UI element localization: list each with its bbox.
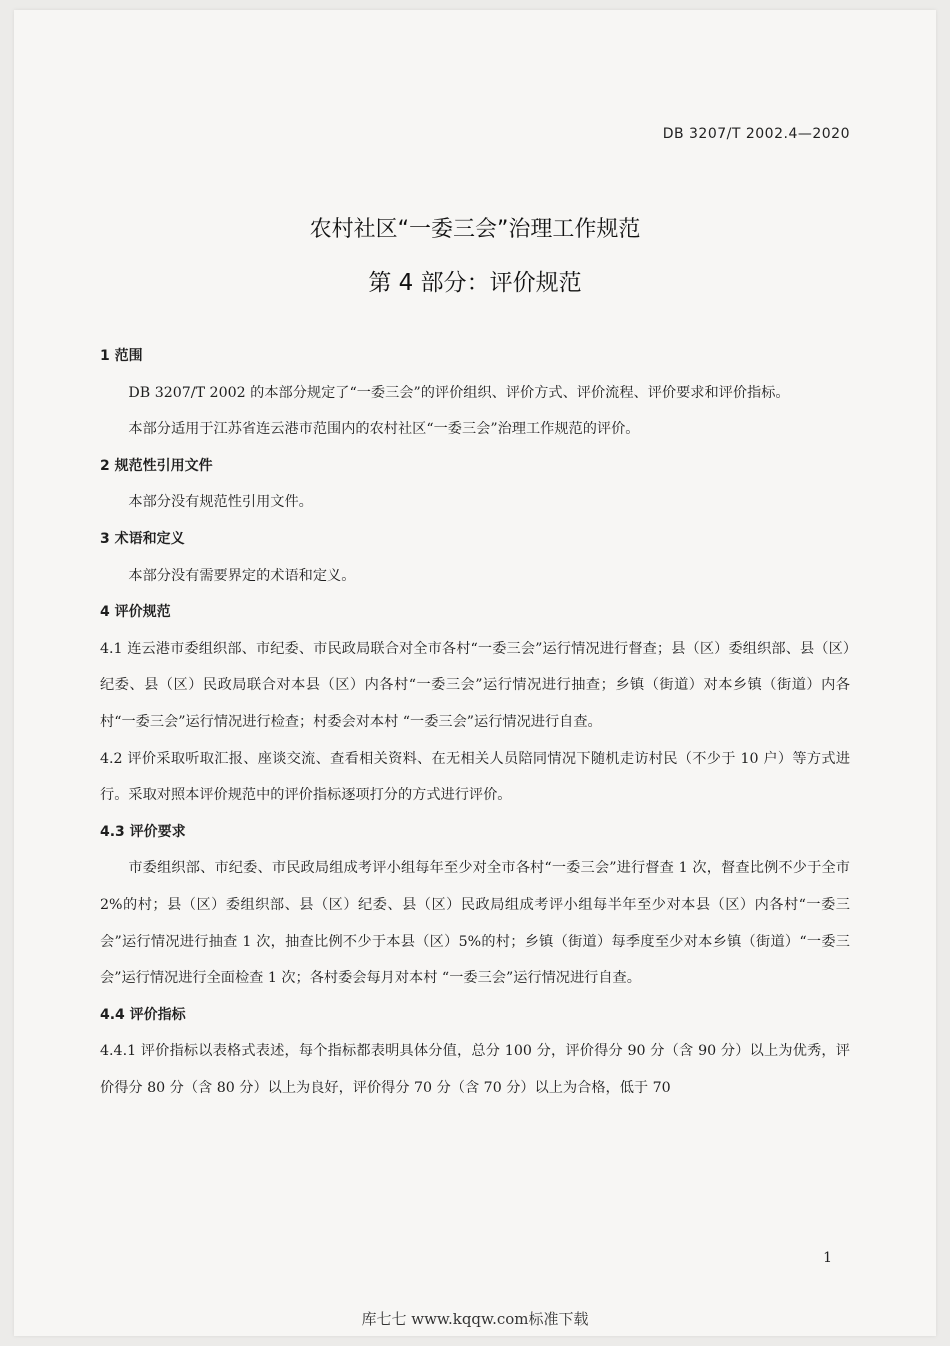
paragraph: DB 3207/T 2002 的本部分规定了“一委三会”的评价组织、评价方式、评价流程、评价要求和评价指标。 (128, 384, 790, 401)
paragraph: 本部分适用于江苏省连云港市范围内的农村社区“一委三会”治理工作规范的评价。 (128, 421, 640, 438)
document-number: DB 3207/T 2002.4—2020 (662, 126, 850, 142)
section-heading-requirements: 4.3 评价要求 (100, 823, 186, 840)
paragraph: 本部分没有规范性引用文件。 (128, 494, 313, 511)
document-page (14, 10, 936, 1336)
section-heading-evaluation: 4 评价规范 (100, 604, 171, 621)
section-heading-terms: 3 术语和定义 (100, 530, 185, 547)
clause-4-1: 4.1 连云港市委组织部、市纪委、市民政局联合对全市各村“一委三会”运行情况进行督查；县（区）委组织部、县（区）纪委、县（区）民政局联合对本县（区）内各村“一委三会”运行情况进行抽查；乡镇（街道）对本乡镇（街道）内各村“一委三会”运行情况进行检查；村委会对本村 “一委三会”运行情况进行自查。 (100, 640, 850, 730)
page-number: 1 (823, 1250, 832, 1266)
section-heading-references: 2 规范性引用文件 (100, 457, 213, 474)
document-title: 农村社区“一委三会”治理工作规范 (309, 217, 641, 242)
clause-4-4-1: 4.4.1 评价指标以表格式表述，每个指标都表明具体分值，总分 100 分，评价得分 90 分（含 90 分）以上为优秀，评价得分 80 分（含 80 分）以上为良好，评价得分 70 分（含 70 分）以上为合格，低于 70 (100, 1043, 850, 1096)
document-subtitle: 第 4 部分：评价规范 (368, 270, 582, 296)
footer-watermark: 库七七 www.kqqw.com标准下载 (361, 1310, 589, 1328)
section-heading-indicators: 4.4 评价指标 (100, 1006, 186, 1023)
paragraph: 本部分没有需要界定的术语和定义。 (128, 567, 356, 584)
section-heading-scope: 1 范围 (100, 348, 143, 364)
paragraph: 市委组织部、市纪委、市民政局组成考评小组每年至少对全市各村“一委三会”进行督查 1 次，督查比例不少于全市 2%的村；县（区）委组织部、县（区）纪委、县（区）民政局组成考评小组每半年至少对本县（区）内各村“一委三会”运行情况进行抽查 1 次，抽查比例不少于本县（区）5%的村；乡镇（街道）每季度至少对本乡镇（街道）“一委三会”运行情况进行全面检查 1 次；各村委会每月对本村 “一委三会”运行情况进行自查。 (100, 860, 850, 987)
clause-4-2: 4.2 评价采取听取汇报、座谈交流、查看相关资料、在无相关人员陪同情况下随机走访村民（不少于 10 户）等方式进行。采取对照本评价规范中的评价指标逐项打分的方式进行评价。 (100, 750, 850, 804)
document-body (100, 338, 850, 1106)
